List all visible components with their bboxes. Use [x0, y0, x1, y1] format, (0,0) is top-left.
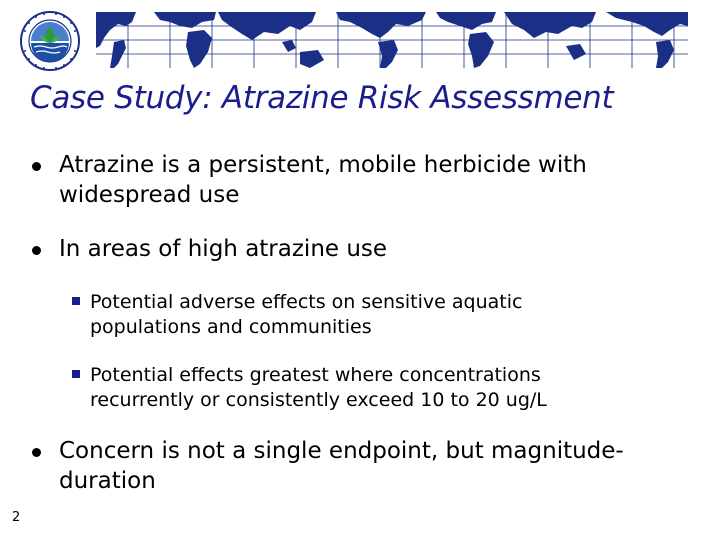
epa-seal-icon	[11, 9, 97, 73]
sub-bullet-text-line: Potential adverse effects on sensitive aquatic	[90, 291, 523, 313]
bullet-item	[59, 150, 587, 210]
bullet-text-line: In areas of high atrazine use	[59, 236, 388, 262]
page-number: 2	[12, 510, 21, 525]
bullet-dot-icon	[32, 162, 41, 171]
bullet-dot-icon	[32, 448, 41, 457]
world-map-banner	[96, 12, 688, 68]
bullet-item	[59, 234, 387, 264]
sub-bullet-text-line: Potential effects greatest where concentrations	[90, 364, 541, 386]
sub-bullet-text-line: recurrently or consistently exceed 10 to 20 ug/L	[90, 389, 547, 411]
sub-bullet-text-line: populations and communities	[90, 316, 372, 338]
sub-bullet-square-icon	[72, 370, 80, 378]
slide-title: Case Study: Atrazine Risk Assessment	[30, 80, 614, 116]
bullet-text-line: duration	[59, 468, 156, 494]
bullet-text-line: widespread use	[59, 182, 240, 208]
bullet-text-line: Atrazine is a persistent, mobile herbicide with	[59, 152, 587, 178]
bullet-text-line: Concern is not a single endpoint, but magnitude-	[59, 438, 624, 464]
bullet-item	[59, 436, 624, 496]
sub-bullet-item	[90, 290, 522, 340]
sub-bullet-item	[90, 363, 547, 413]
bullet-dot-icon	[32, 246, 41, 255]
sub-bullet-square-icon	[72, 297, 80, 305]
